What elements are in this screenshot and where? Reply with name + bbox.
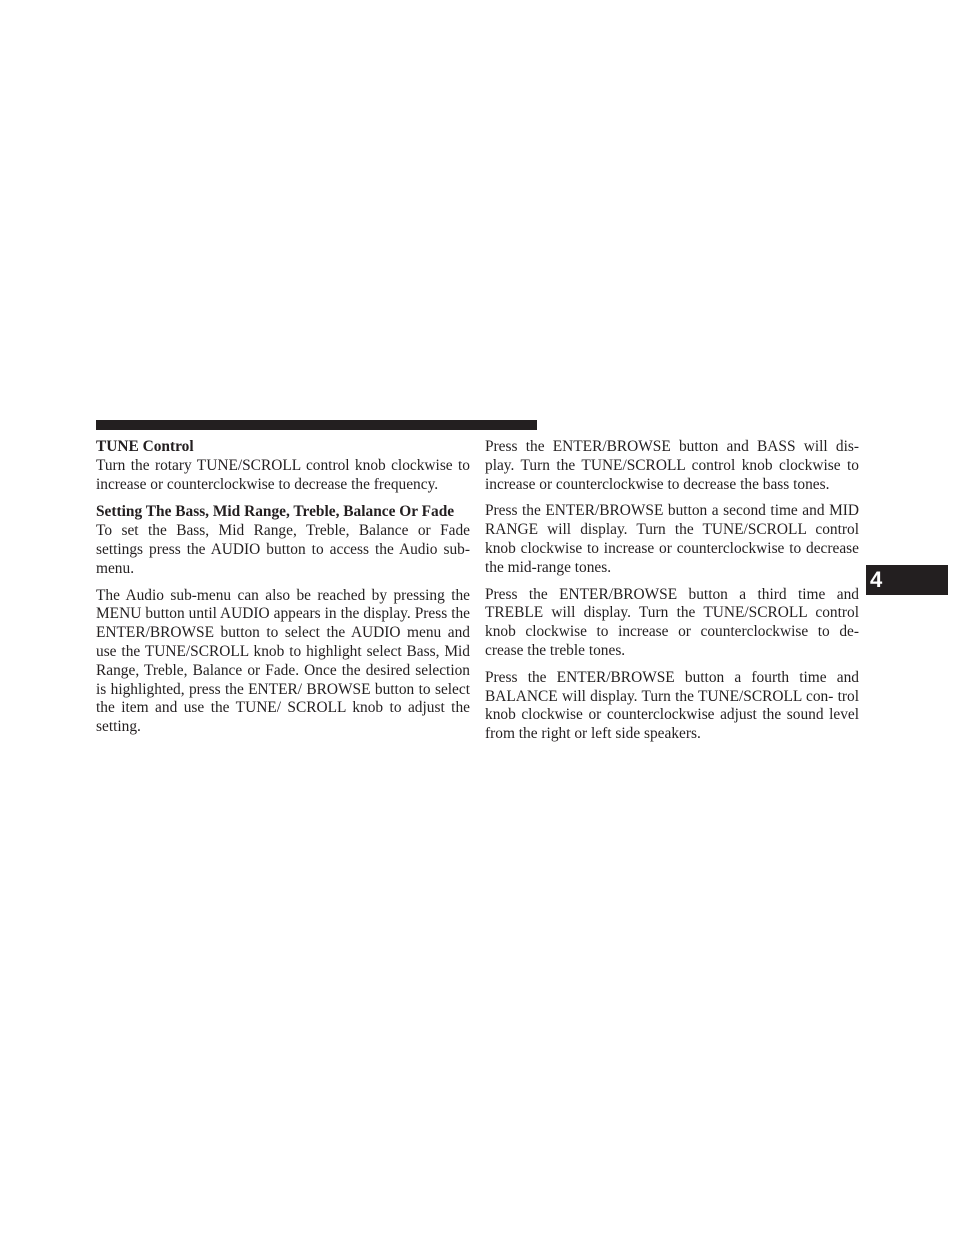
left-column — [96, 438, 470, 745]
tune-control-text: Turn the rotary TUNE/SCROLL control knob clockwise to increase or counterclockwise to decrease the frequency. — [96, 456, 470, 493]
treble-text: Press the ENTER/BROWSE button a third time and TREBLE will display. Turn the TUNE/SCROLL control knob clockwise to increase or counterclockwise to de- crease the treble tones. — [485, 585, 859, 659]
setting-text: To set the Bass, Mid Range, Treble, Balance or Fade settings press the AUDIO button to access the Audio sub-menu. — [96, 522, 470, 577]
mid-range-text: Press the ENTER/BROWSE button a second time and MID RANGE will display. Turn the TUNE/SCROLL control knob clockwise to increase or counterclockwise to decrease the mid-range tones. — [485, 502, 859, 576]
tune-control-heading: TUNE Control — [96, 438, 194, 455]
balance-text: Press the ENTER/BROWSE button a fourth time and BALANCE will display. Turn the TUNE/SCROLL con- trol knob clockwise or counterclockwise adjust the sound level from the right or left side speakers. — [485, 668, 859, 743]
chapter-tab: 4 — [866, 565, 948, 595]
bass-text: Press the ENTER/BROWSE button and BASS will dis- play. Turn the TUNE/SCROLL control knob clockwise to increase or counterclockwise to decrease the bass tones. — [485, 438, 859, 493]
section-rule — [96, 420, 537, 430]
setting-heading: Setting The Bass, Mid Range, Treble, Balance Or Fade — [96, 503, 455, 521]
right-column — [485, 438, 859, 752]
submenu-text: The Audio sub-menu can also be reached by pressing the MENU button until AUDIO appears in the display. Press the ENTER/BROWSE button to select the AUDIO menu and use the TUNE/SCROLL knob to highlight select Bass, Mid Range, Treble, Balance or Fade. Once the desired selection is highlighted, press the ENTER/ BROWSE button to select the item and use the TUNE/ SCROLL knob to adjust the setting. — [96, 586, 470, 736]
